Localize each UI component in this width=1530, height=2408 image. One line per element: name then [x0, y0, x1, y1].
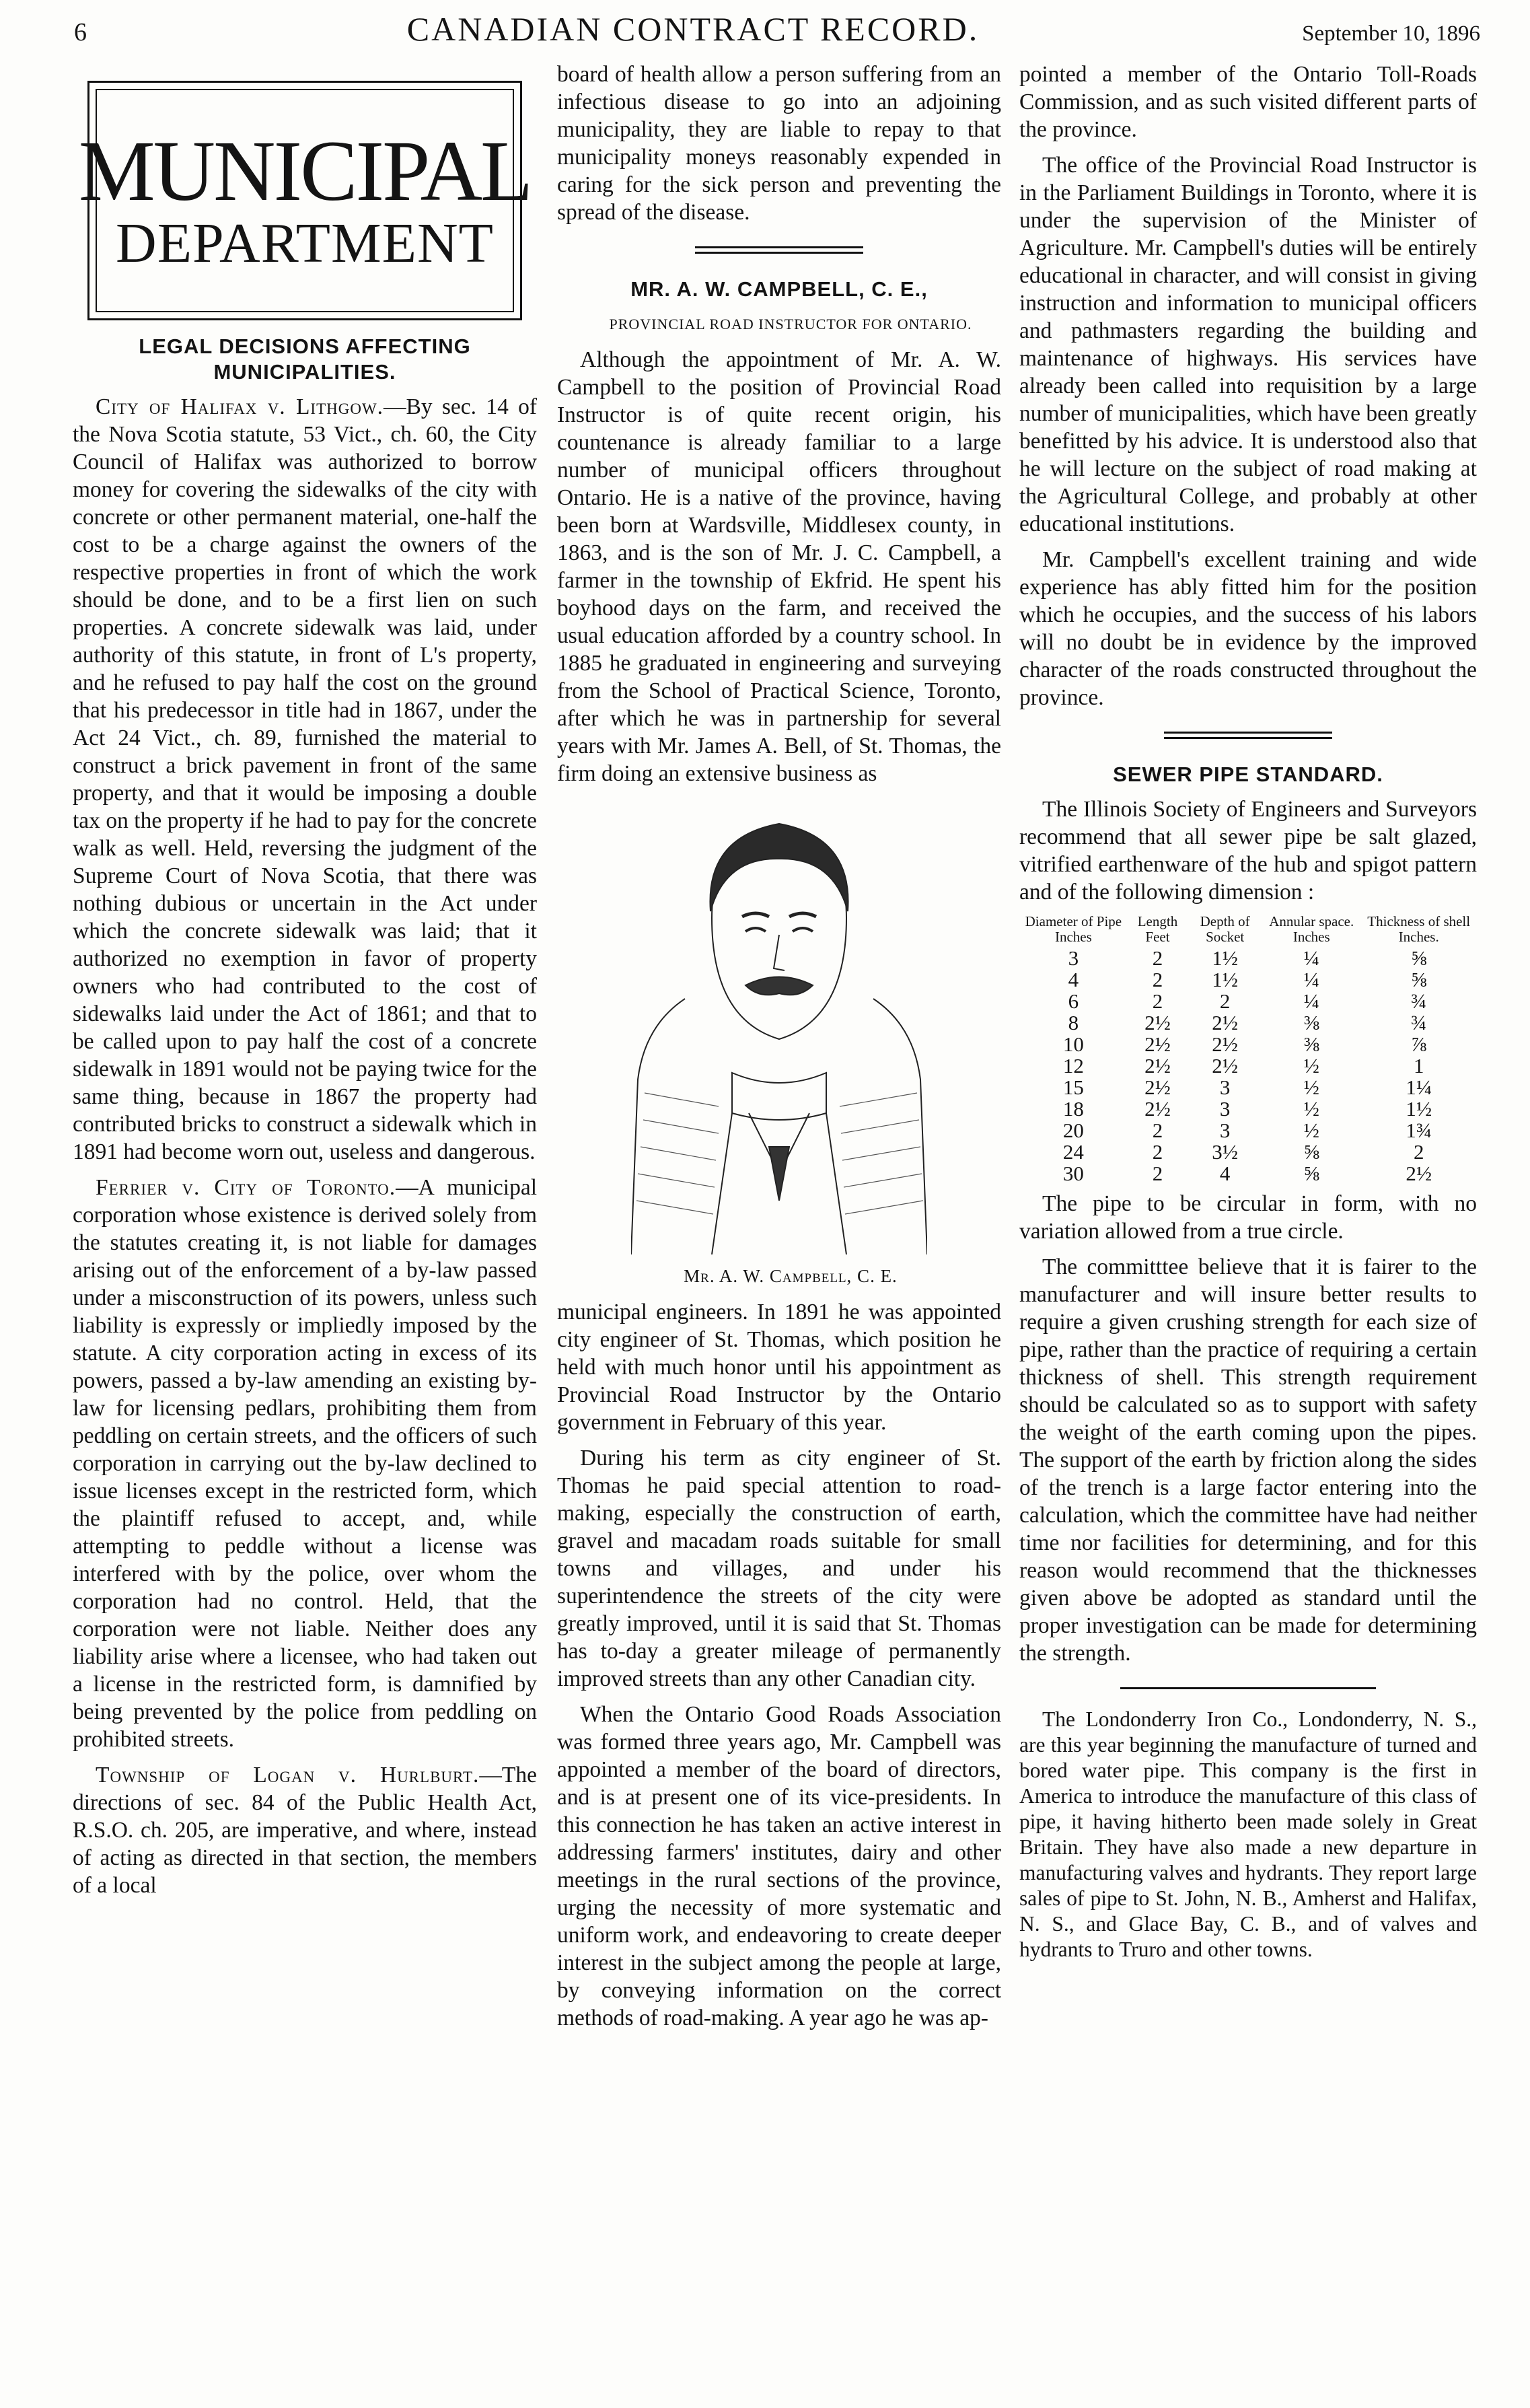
table-cell: 4 — [1219, 1162, 1231, 1185]
table-row — [1019, 1098, 1477, 1120]
table-cell: 1½ — [1212, 946, 1239, 970]
table-row — [1019, 1055, 1477, 1077]
table-cell: ¾ — [1411, 989, 1427, 1013]
table-cell: ¼ — [1303, 946, 1319, 970]
table-cell: 3½ — [1212, 1140, 1239, 1164]
table-row — [1019, 1163, 1477, 1184]
table-cell: 2 — [1152, 989, 1163, 1013]
notice-paragraph: The Londonderry Iron Co., Londonderry, N. S., are this year beginning the manufacture of turned and bored water pipe. This company is the first in America to introduce the manufacture of this class of pipe, it having hitherto been made solely in Great Britain. They have also made a new departure in manufacturing valves and hydrants. They report large sales of pipe to St. John, N. B., Amherst and Halifax, N. S., and Glace Bay, C. B., and of valves and hydrants to Truro and other towns. — [1019, 1707, 1477, 1961]
municipal-department-banner — [78, 81, 532, 320]
table-row — [1019, 948, 1477, 969]
page-number: 6 — [74, 18, 87, 46]
table-cell: 1½ — [1212, 968, 1239, 991]
banner-line-department: DEPARTMENT — [116, 211, 494, 275]
table-cell: 20 — [1062, 1119, 1084, 1142]
table-header: Diameter of Pipe Inches — [1025, 913, 1122, 945]
table-cell: 3 — [1219, 1075, 1231, 1099]
table-cell: ⅝ — [1411, 968, 1427, 991]
londonderry-notice — [1019, 1707, 1477, 1962]
table-cell: 2½ — [1144, 1011, 1171, 1034]
sewer-pipe-rows — [1019, 948, 1477, 1184]
table-cell: 1¼ — [1406, 1075, 1432, 1099]
table-cell: ½ — [1303, 1119, 1319, 1142]
logan-case-continuation: board of health allow a person suffering from an infectious disease to go into an adjoining municipality, they are liable to repay to that municipality moneys reasonably expended in caring for the sick person and preventing the spread of the disease. — [557, 62, 1001, 225]
newspaper-title: CANADIAN CONTRACT RECORD. — [406, 10, 980, 48]
table-cell: ¾ — [1411, 1011, 1427, 1034]
table-cell: 15 — [1062, 1075, 1084, 1099]
sewer-pipe-heading: SEWER PIPE STANDARD. — [1113, 763, 1383, 786]
banner-line-municipal: MUNICIPAL — [78, 122, 532, 219]
table-cell: 3 — [1219, 1119, 1231, 1142]
sewer-paragraph: The pipe to be circular in form, with no variation allowed from a true circle. — [1019, 1191, 1477, 1244]
column-right — [1019, 61, 1477, 1962]
campbell-paragraph: pointed a member of the Ontario Toll-Roads Commission, and as such visited different parts of the province. — [1019, 62, 1477, 142]
case-ferrier-toronto — [73, 1174, 537, 1753]
table-cell: 2½ — [1212, 1032, 1239, 1056]
campbell-heading: MR. A. W. CAMPBELL, C. E., — [630, 277, 928, 301]
table-cell: 10 — [1062, 1032, 1084, 1056]
double-rule-divider — [1164, 732, 1332, 739]
table-cell: 2½ — [1144, 1097, 1171, 1121]
table-cell: 24 — [1062, 1140, 1084, 1164]
table-row — [1019, 1141, 1477, 1163]
sewer-paragraph: The committtee believe that it is fairer to the manufacturer and will insure better results to require a given crushing strength for each size of pipe, rather than the practice of requiring a certain thickness of shell. This strength requirement should be calculated so as to support with safety the weight of the earth coming upon the pipes. The support of the earth by friction along the sides of the trench is a large factor entering into the calculation, which the committee have had neither time nor facilities for determining, and for this reason would recommend that the thicknesses given above be adopted as standard until the proper investigation can be made for determining the strength. — [1019, 1254, 1477, 1666]
campbell-paragraph: municipal engineers. In 1891 he was appointed city engineer of St. Thomas, which position he held with much honor until his appointment as Provincial Road Instructor by the Ontario government in February of this year. — [557, 1300, 1001, 1435]
table-row — [1019, 1034, 1477, 1055]
portrait-caption: Mr. A. W. Campbell, C. E. — [684, 1266, 898, 1286]
table-cell: ⅝ — [1303, 1162, 1319, 1185]
sewer-intro: The Illinois Society of Engineers and Surveyors recommend that all sewer pipe be salt glazed, vitrified earthenware of the hub and spigot pattern and of the following dimension : — [1019, 797, 1477, 905]
table-cell: 2 — [1152, 1162, 1163, 1185]
single-rule-divider — [1120, 1687, 1376, 1689]
table-cell: 2 — [1152, 946, 1163, 970]
case-body: —The directions of sec. 84 of the Public Health Act, R.S.O. ch. 205, are imperative, and where, instead of acting as directed in that section, the members of a local — [73, 1763, 537, 1898]
table-row — [1019, 969, 1477, 991]
table-header: Thickness of shell Inches. — [1367, 913, 1471, 945]
sewer-pipe-table — [1019, 914, 1477, 1184]
table-cell: 2½ — [1212, 1054, 1239, 1077]
table-cell: ⅝ — [1303, 1140, 1319, 1164]
column-left — [73, 61, 537, 1907]
table-cell: ⅝ — [1411, 946, 1427, 970]
table-cell: 3 — [1068, 946, 1079, 970]
case-body: —By sec. 14 of the Nova Scotia statute, 53 Vict., ch. 60, the City Council of Halifax was authorized to borrow money for covering the sidewalks of the city with concrete or other permanent material, one-half the cost to be a charge against the owners of the respective properties in front of which the work should be done, and to be a first lien on such properties. A concrete sidewalk was laid, under authority of this statute, in front of L's property, and he refused to pay half the cost on the ground that his predecessor in title had in 1867, under the Act 24 Vict., ch. 89, furnished the material to construct a brick pavement in front of the same property, and that it would be imposing a double tax on the property if he had to pay for the concrete walk as well. Held, reversing the judgment of the Supreme Court of Nova Scotia, that there was nothing dubious or uncertain in the Act under which the concrete sidewalk was laid; that it authorized no exemption in favor of property owners who had contributed to the cost of sidewalks laid under the Act of 1861; and that to be called upon to pay half the cost of a concrete sidewalk in 1891 would not be paying twice for the same thing, because in 1867 the property had contributed bricks to construct a sidewalk which in 1891 had become worn out, useless and dangerous. — [73, 394, 537, 1164]
campbell-paragraph: Mr. Campbell's excellent training and wide experience has ably fitted him for the position which he occupies, and the success of his labors will no doubt be in evidence by the improved character of the roads constructed throughout the province. — [1019, 547, 1477, 710]
table-cell: 1½ — [1406, 1097, 1432, 1121]
table-cell: 2½ — [1144, 1032, 1171, 1056]
column-middle — [557, 61, 1001, 2032]
table-cell: 2½ — [1406, 1162, 1432, 1185]
double-rule-divider — [695, 246, 863, 254]
campbell-paragraph: Although the appointment of Mr. A. W. Campbell to the position of Provincial Road Instructor is of quite recent origin, his countenance is already familiar to a large number of municipal officers throughout Ontario. He is a native of the province, having been born at Wardsville, Middlesex county, in 1863, and is the son of Mr. J. C. Campbell, a farmer in the township of Ekfrid. He spent his boyhood days on the farm, and received the usual education afforded by a country school. In 1885 he graduated in engineering and surveying from the School of Practical Science, Toronto, after which he was in partnership for several years with Mr. James A. Bell, of St. Thomas, the firm doing an extensive business as — [557, 347, 1001, 786]
case-title: Township of Logan v. Hurlburt. — [96, 1763, 480, 1787]
table-row — [1019, 1012, 1477, 1034]
issue-date: September 10, 1896 — [1302, 22, 1480, 46]
legal-decisions-heading: LEGAL DECISIONS AFFECTING MUNICIPALITIES. — [139, 334, 471, 384]
table-header: Annular space. Inches — [1269, 913, 1354, 945]
table-cell: 18 — [1062, 1097, 1084, 1121]
table-row — [1019, 1120, 1477, 1141]
table-cell: 2 — [1152, 1119, 1163, 1142]
table-header: Depth of Socket — [1200, 913, 1250, 945]
table-cell: ¼ — [1303, 989, 1319, 1013]
case-title: City of Halifax v. Lithgow. — [96, 394, 384, 419]
table-cell: 2 — [1219, 989, 1231, 1013]
table-row — [1019, 991, 1477, 1012]
table-cell: ⅞ — [1411, 1032, 1427, 1056]
table-cell: ½ — [1303, 1054, 1319, 1077]
table-cell: ⅜ — [1303, 1032, 1319, 1056]
case-title: Ferrier v. City of Toronto. — [96, 1175, 396, 1200]
campbell-paragraph: When the Ontario Good Roads Association was formed three years ago, Mr. Campbell was appointed a member of the board of directors, and is at present one of its vice-presidents. In this connection he has taken an active interest in addressing farmers' institutes, dairy and other meetings in the rural sections of the province, urging the necessity of more systematic and uniform work, and endeavoring to create deeper interest in the subject among the people at large, by conveying information on the correct methods of road-making. A year ago he was ap- — [557, 1702, 1001, 2030]
table-cell: 2½ — [1212, 1011, 1239, 1034]
campbell-portrait-engraving — [631, 797, 927, 1254]
case-body: —A municipal corporation whose existence is derived solely from the statutes creating it, is not liable for damages arising out of the enforcement of a by-law passed under a misconstruction of its powers, unless such liability is expressly or impliedly imposed by the statute. A city corporation acting in excess of its powers, passed a by-law amending an existing by-law for licensing pedlars, prohibiting them from peddling on certain streets, and the officers of such corporation in carrying out the by-law declined to issue licenses except in the restricted form, which the plaintiff refused to accept, and, while attempting to peddle without a license was interfered with by the police, over whom the corporation had no control. Held, that the corporation were not liable. Neither does any liability arise where a licensee, who had taken out a license in the restricted form, is damnified by being prevented by the police from peddling on prohibited streets. — [73, 1175, 537, 1752]
table-cell: 1¾ — [1406, 1119, 1432, 1142]
case-halifax-lithgow — [73, 393, 537, 1166]
table-cell: 2½ — [1144, 1075, 1171, 1099]
table-cell: 3 — [1219, 1097, 1231, 1121]
campbell-subheading: PROVINCIAL ROAD INSTRUCTOR FOR ONTARIO. — [609, 316, 972, 332]
table-header: Length Feet — [1137, 913, 1178, 945]
case-logan-hurlburt — [73, 1761, 537, 1899]
campbell-paragraph: The office of the Provincial Road Instructor is in the Parliament Buildings in Toronto, where it is under the supervision of the Minister of Agriculture. Mr. Campbell's duties will be entirely educational in character, and will consist in giving instruction and information to municipal officers and pathmasters regarding the building and maintenance of highways. His services have already been called into requisition by a large number of municipalities, which have been greatly benefitted by his advice. It is understood also that he will lecture on the subject of road making at the Agricultural College, and probably at other educational institutions. — [1019, 153, 1478, 536]
campbell-paragraph: During his term as city engineer of St. Thomas he paid special attention to road-making, especially the construction of earth, gravel and macadam roads suitable for small towns and villages, and under his superintendence the streets of the city were greatly improved, until it is said that St. Thomas has to-day a greater mileage of permanently improved streets than any other Canadian city. — [557, 1446, 1001, 1691]
table-cell: 8 — [1068, 1011, 1079, 1034]
masthead — [74, 9, 1480, 47]
table-cell: ⅜ — [1303, 1011, 1319, 1034]
table-cell: 2 — [1152, 1140, 1163, 1164]
table-cell: ¼ — [1303, 968, 1319, 991]
table-cell: 2 — [1152, 968, 1163, 991]
table-cell: 2 — [1413, 1140, 1424, 1164]
table-cell: ½ — [1303, 1075, 1319, 1099]
table-cell: 12 — [1062, 1054, 1084, 1077]
table-cell: 2½ — [1144, 1054, 1171, 1077]
table-cell: 30 — [1062, 1162, 1084, 1185]
table-cell: 4 — [1068, 968, 1079, 991]
table-row — [1019, 1077, 1477, 1098]
table-cell: 6 — [1068, 989, 1079, 1013]
table-cell: 1 — [1413, 1054, 1424, 1077]
table-cell: ½ — [1303, 1097, 1319, 1121]
